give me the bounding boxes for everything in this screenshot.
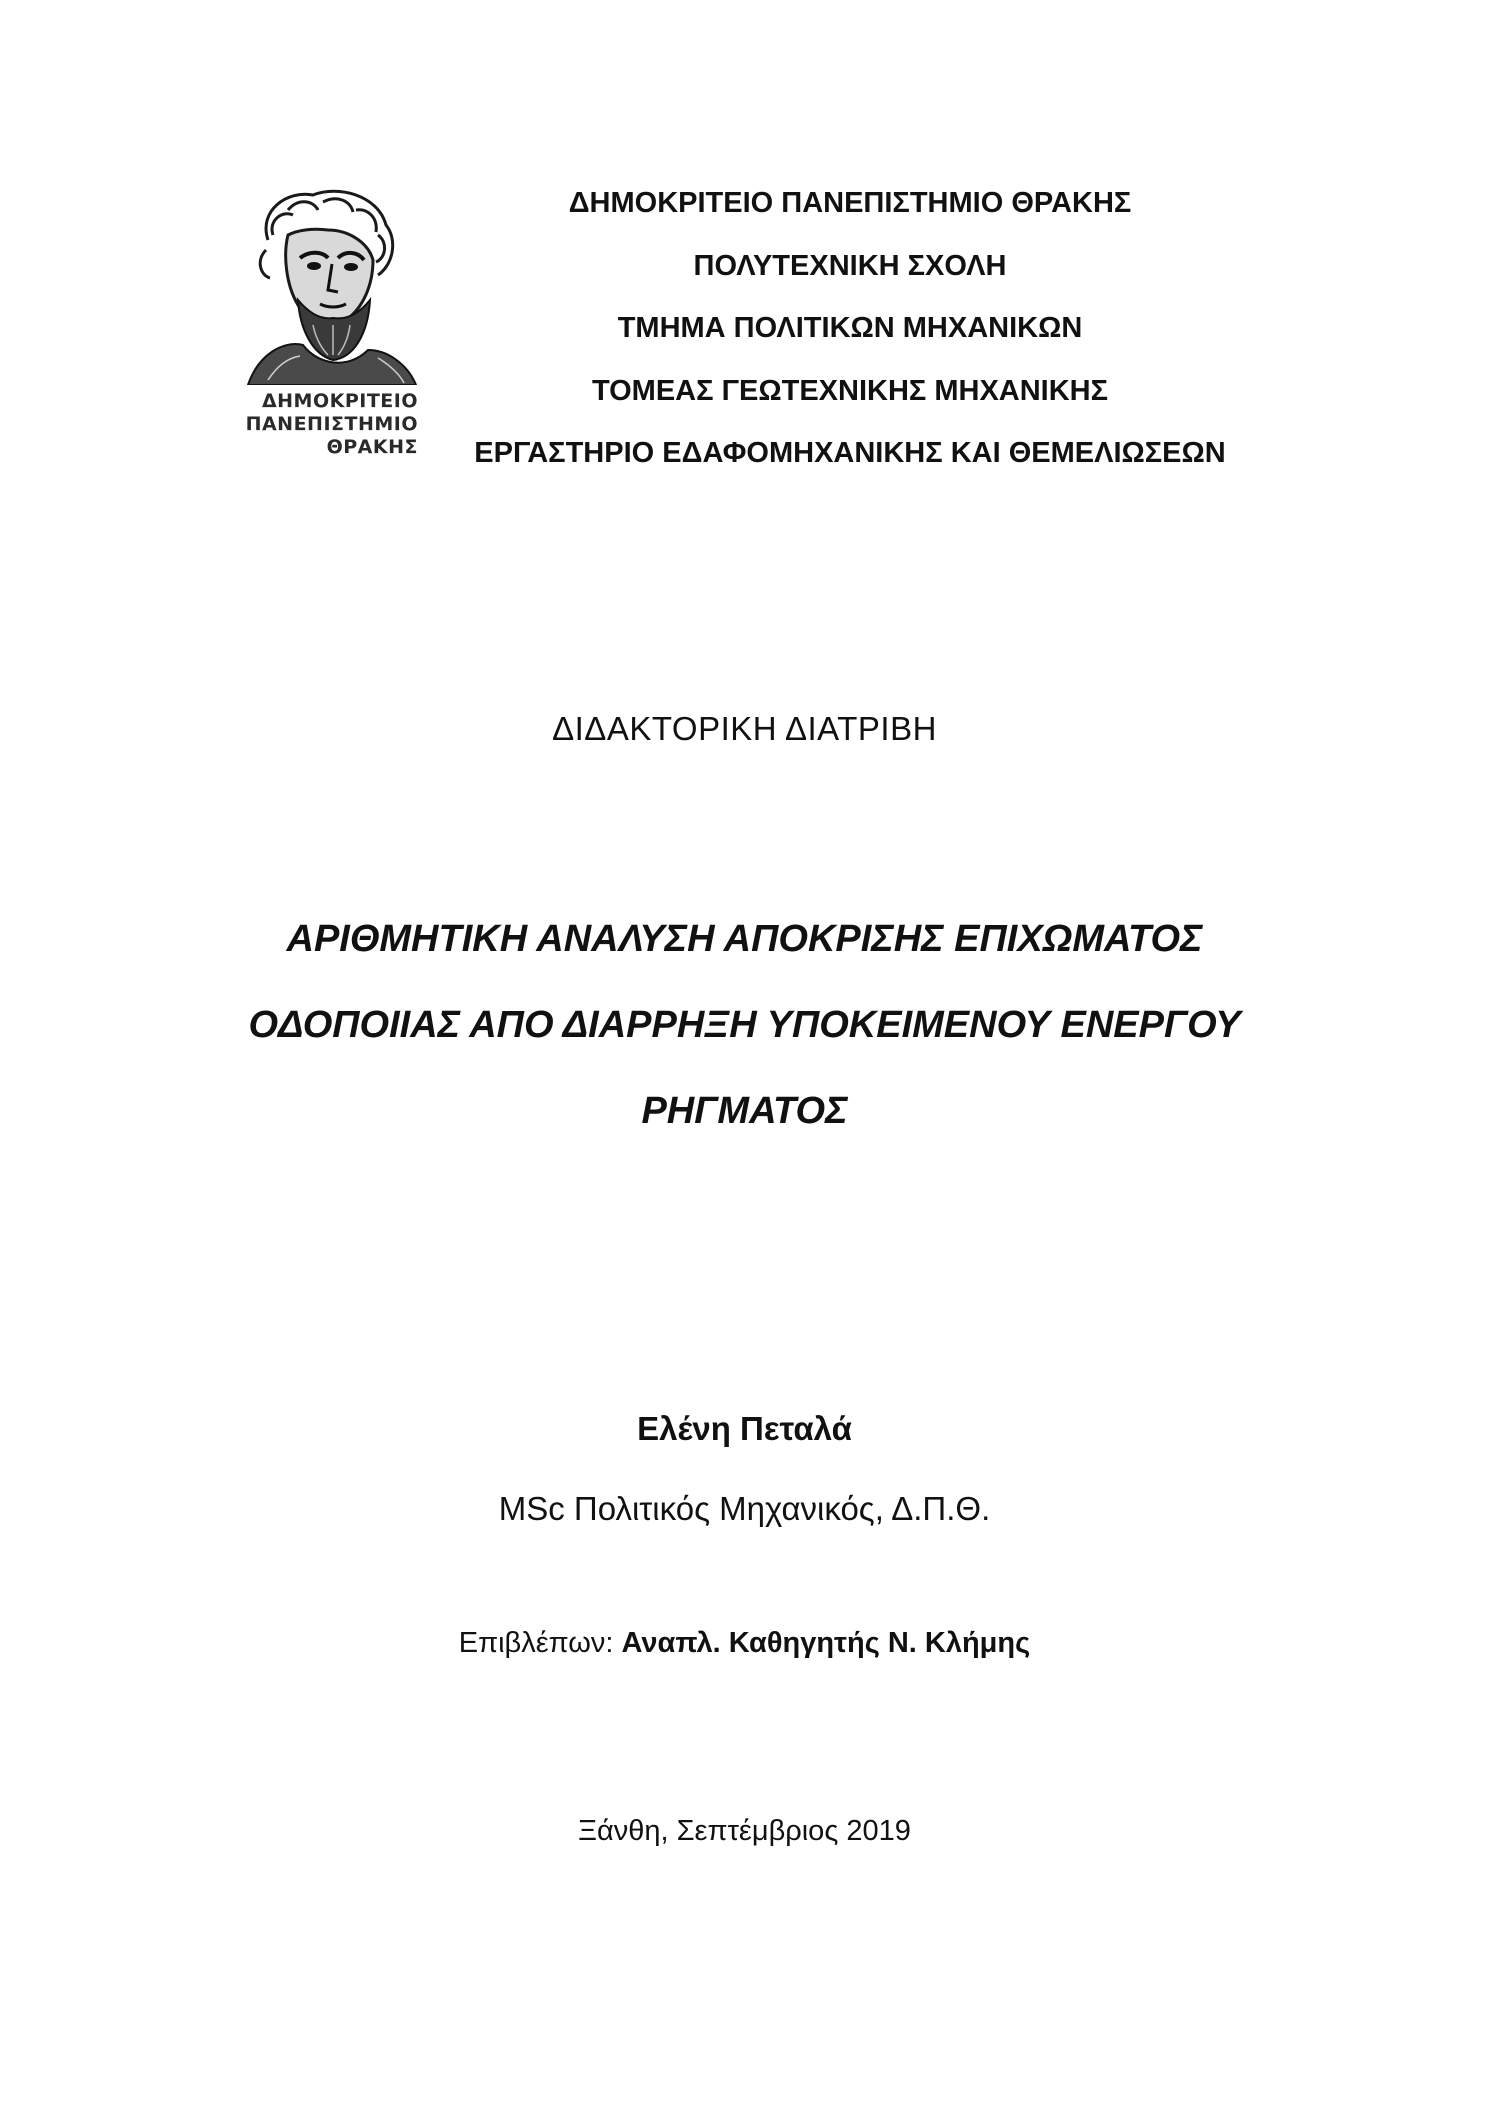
author-degree: MSc Πολιτικός Μηχανικός, Δ.Π.Θ. bbox=[498, 1490, 991, 1527]
supervisor-label: Επιβλέπων: bbox=[458, 1627, 622, 1659]
thesis-title-line: ΟΔΟΠΟΙΙΑΣ ΑΠΟ ΔΙΑΡΡΗΞΗ ΥΠΟΚΕΙΜΕΝΟΥ ΕΝΕΡΓΟΥ bbox=[248, 1004, 1241, 1046]
thesis-title-line: ΑΡΙΘΜΗΤΙΚΗ ΑΝΑΛΥΣΗ ΑΠΟΚΡΙΣΗΣ ΕΠΙΧΩΜΑΤΟΣ bbox=[286, 918, 1203, 960]
laboratory-name: ΕΡΓΑΣΤΗΡΙΟ ΕΔΑΦΟΜΗΧΑΝΙΚΗΣ ΚΑΙ ΘΕΜΕΛΙΩΣΕΩΝ bbox=[474, 437, 1226, 469]
school-name: ΠΟΛΥΤΕΧΝΙΚΗ ΣΧΟΛΗ bbox=[693, 250, 1007, 282]
author-name: Ελένη Πεταλά bbox=[637, 1410, 852, 1447]
logo-line: ΘΡΑΚΗΣ bbox=[326, 436, 418, 458]
thesis-title-line: ΡΗΓΜΑΤΟΣ bbox=[641, 1090, 848, 1132]
supervisor-name: Αναπλ. Καθηγητής Ν. Κλήμης bbox=[621, 1627, 1031, 1659]
democritus-bust-icon bbox=[228, 180, 418, 385]
document-type: ΔΙΔΑΚΤΟΡΙΚΗ ΔΙΑΤΡΙΒΗ bbox=[552, 710, 937, 747]
university-name: ΔΗΜΟΚΡΙΤΕΙΟ ΠΑΝΕΠΙΣΤΗΜΙΟ ΘΡΑΚΗΣ bbox=[568, 187, 1132, 219]
logo-wordmark bbox=[218, 390, 418, 459]
logo-line: ΠΑΝΕΠΙΣΤΗΜΙΟ bbox=[245, 413, 418, 435]
division-name: ΤΟΜΕΑΣ ΓΕΩΤΕΧΝΙΚΗΣ ΜΗΧΑΝΙΚΗΣ bbox=[591, 375, 1109, 407]
place-and-date: Ξάνθη, Σεπτέμβριος 2019 bbox=[578, 1815, 911, 1847]
supervisor-line bbox=[0, 1627, 1489, 1660]
university-logo bbox=[218, 180, 418, 470]
department-name: ΤΜΗΜΑ ΠΟΛΙΤΙΚΩΝ ΜΗΧΑΝΙΚΩΝ bbox=[617, 312, 1083, 344]
logo-line: ΔΗΜΟΚΡΙΤΕΙΟ bbox=[261, 390, 418, 412]
